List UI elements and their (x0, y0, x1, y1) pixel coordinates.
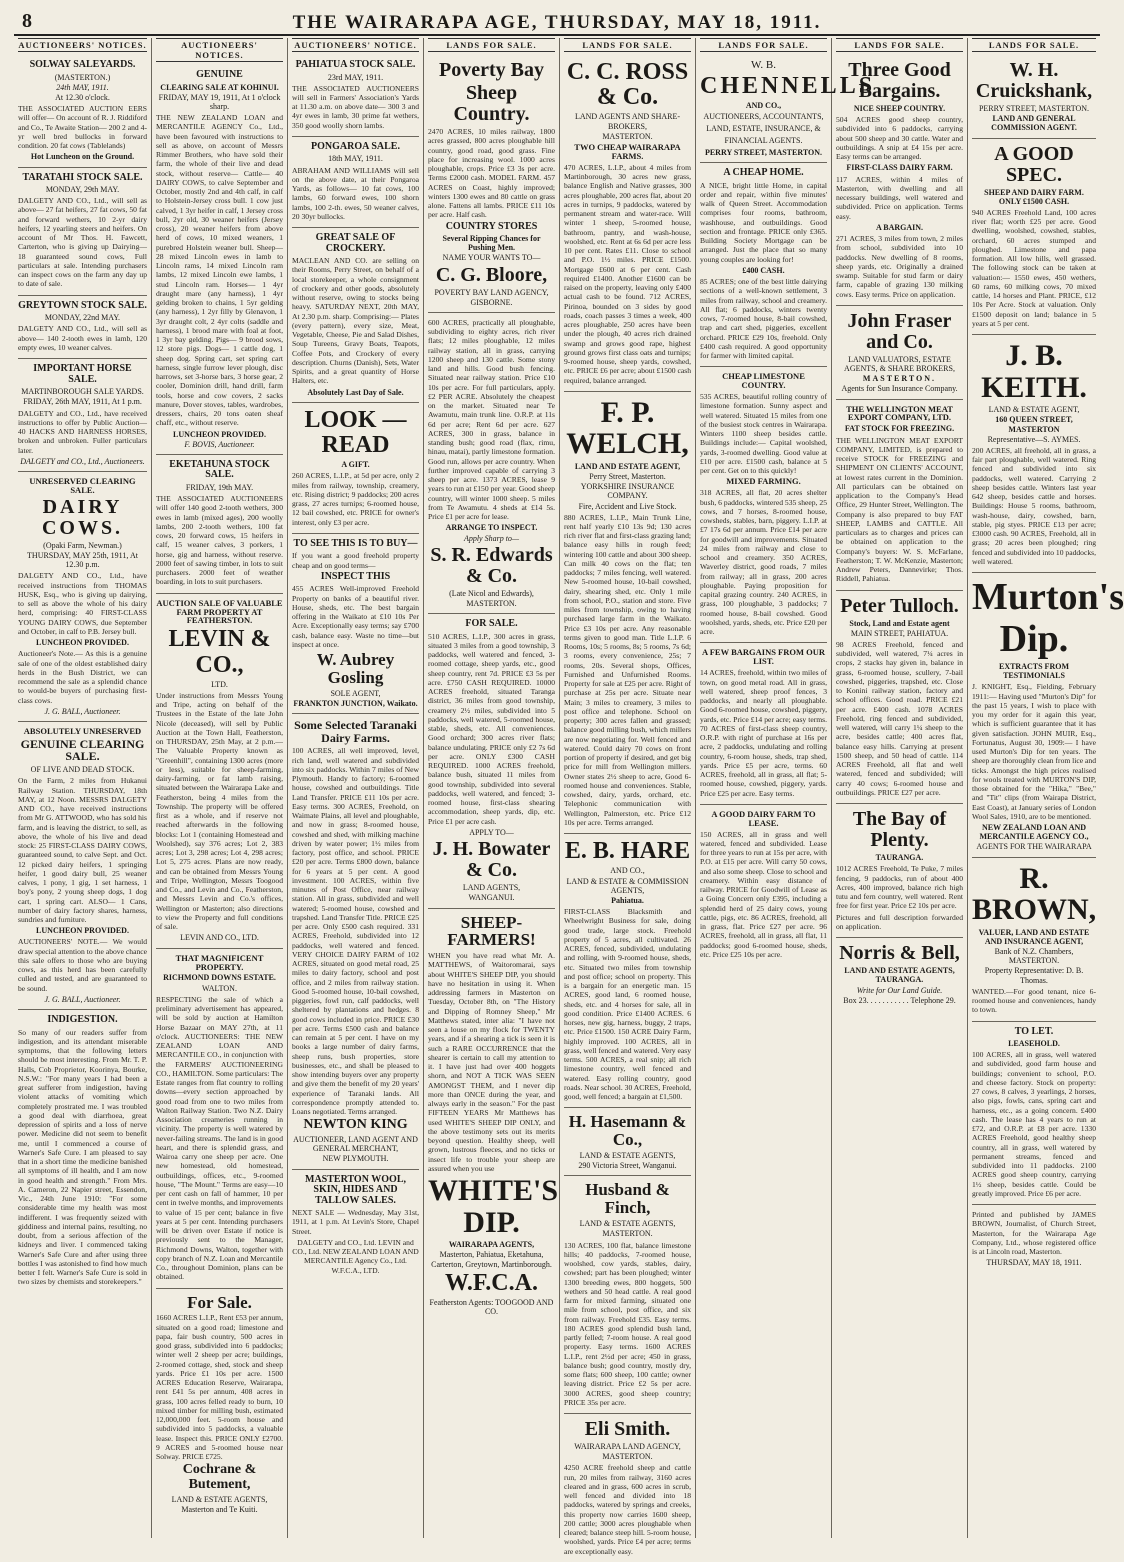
advert-subheading: LAND & ESTATE AGENTS, (579, 1219, 676, 1229)
advert-body: NEXT SALE — Wednesday, May 31st, 1911, at 1 p.m. At Levin's Store, Chapel Street. (292, 1208, 419, 1236)
advert-richmond-downs (156, 949, 283, 1289)
advert-body: 271 ACRES, 3 miles from town, 2 miles from school, subdivided into 10 paddocks. New dwelling of 8 rooms, sheep yards, etc. Originally a drained swamp. Suitable for stud farm or dairy farm, capable of grazing 130 milking cows. Easy terms. Price on application. (836, 234, 963, 299)
article-body: So many of our readers suffer from indigestion, and its attendant miserable symptoms, that the following letters should be most interesting. From Mr. T. P. Halls, Cob Proprietor, Koorinya, Bourke, N.S.W.: "For many years I had been a great sufferer from indigestion, having violent attacks of vomiting which completely prostrated me. I was troubled a good deal with diarrhoea, great depression of spirits and a loss of nerve power. Medicine did not seem to benefit me, until I commenced a course of Warner's Safe Cure. I am pleased to say that in a short time the medicine banished all symptoms of ill health, and I am now in good health and strength." From Mrs. A. Cameron, 22 Napier street, Essendon, Vic., 24th June 1910: "For some considerable time my health was most indifferent. I was frequently seized with giddiness and internal pains, resulting, no doubt, from a serious affection of the kidneys and liver. I commenced taking Warner's Safe Cure and after using three bottles I was astonished to find how much better I felt. Warner's Safe Cure is sold in two sizes by chemists and storekeepers." (18, 1027, 147, 1287)
advert-body: A NICE, bright little Home, in capital order and repair, within five minutes' walk of Queen Street. Accommodation comprises four rooms, bathroom, washhouse, and outbuildings. Good section and frontage. PRICE only £365. Building Society Mortgage can be arranged. Just the place that so many young couples are looking for! (700, 180, 827, 264)
advert-subheading: SHEEP AND DAIRY FARM. ONLY £1500 CASH. (984, 187, 1084, 206)
advert-agent-name: S. R. Edwards & Co. (430, 543, 553, 587)
advert-agent-name: E. B. HARE (564, 838, 691, 865)
advert-note: Hot Luncheon on the Ground. (30, 152, 135, 162)
advert-heading: Poverty Bay (439, 59, 544, 81)
advert-body: Under instructions from Messrs Young and Tripe, acting on behalf of the Trustees in the Estate of the late John Nicole (deceased), will sell by Public Auction at the Town Hall, Featherston, on THURSDAY, 25th May, at 2 p.m.— The Valuable Property known as "Greenhill", containing 1300 acres (more or less), suitable for sheep-farming, dairy-farming, or fat lamb raising, situated between the Wairarapa Lake and Featherston, being 4 miles from the Township. The property will be offered first as a whole, and if reserve not reached afterwards in the following blocks: Lot 1 (containing Homestead and Woolshed), say 376 acres; Lot 2, 383 acres; Lot 3, 298 acres; Lot 4, 298 acres; Lot 5, 275 acres. Plans are now ready, and can be obtained from Messrs Young and Tripe, Wellington, Messrs Toogood and Co., and Levin and Co., Featherston, and Messrs Levin and Co.'s offices, Wellington or Masterton; also directions to view the Property and full conditions of sale. (156, 690, 283, 932)
advert-subheading: EXTRACTS FROM TESTIMONIALS (998, 661, 1069, 681)
advert-subheading: AGENTS FOR THE WAIRARAPA (976, 842, 1092, 852)
advert-solway-saleyards (18, 55, 147, 168)
advert-heading: MIXED FARMING. (726, 476, 801, 487)
advert-signature: DALGETY and CO., Ltd. LEVIN and CO., Ltd. NEW ZEALAND LOAN AND MERCANTILE Agency Co., Ltd. W.F.C.A., LTD. (292, 1237, 419, 1275)
advert-subheading: AND CO., (745, 100, 782, 110)
advert-body: DALGETY AND CO., Ltd., will sell as above— 27 fat heifers, 27 fat cows, 50 fat and forward wethers, 10 2-yr dairy heifers, 12 yearling steers and heifers. On account of Mr Thos. H. Fawcett, Carterton, who is giving up Dairying— 18 guaranteed sound cows, Full particulars at sale. Intending purchasers can inspect cows on the farm any day up to date of sale. (18, 196, 147, 289)
advert-body: ABRAHAM AND WILLIAMS will sell on the above date, at their Pongaroa Yards, as follows— 10 fat cows, 100 lambs, 60 forward ewes, 100 shorn lambs, 100 2-th. ewes, 50 weaner calves, 20 30yr bullocks. (292, 165, 419, 221)
advert-agent-name: C. C. ROSS & Co. (566, 59, 689, 111)
advert-title: LEVIN & CO., (168, 626, 271, 678)
advert-date: FRIDAY, 26th MAY, 1911, At 1 p.m. (23, 397, 142, 407)
advert-subheading: OF LIVE AND DEAD STOCK. (30, 765, 135, 775)
advert-welch (564, 392, 691, 834)
advert-subheading: MASTERTON. (862, 374, 937, 384)
advert-note: LUNCHEON PROVIDED. (173, 429, 266, 439)
advert-heading: The Bay of Plenty. (852, 808, 947, 852)
advert-heading: A FEW BARGAINS FROM OUR LIST. (701, 647, 826, 667)
advert-subheading: LAND AND ESTATE AGENT, (574, 461, 681, 471)
advert-body: 117 ACRES, within 4 miles of Masterton, with dwelling and all necessary buildings, well watered and subdivided. Price on application. Terms easy. (836, 174, 963, 221)
column-header: AUCTIONEERS' NOTICES. (18, 40, 147, 50)
advert-subheading: LAND & ESTATE AGENT, (988, 405, 1080, 415)
advert-heading: ABSOLUTELY UNRESERVED (23, 725, 142, 736)
advert-subheading: CLEARING SALE AT KOHINUI. (160, 82, 279, 92)
printers-imprint (972, 1205, 1096, 1272)
advert-subheading: Masterton and Te Kuiti. (181, 1505, 258, 1515)
imprint-text: Printed and published by JAMES BROWN, Journalist, of Church Street, Masterton, for the Wairarapa Age Company, Ltd., whose registered office is at Lincoln road, Masterton. (972, 1210, 1096, 1257)
advert-body: 535 ACRES, beautiful rolling country of limestone formation. Sunny aspect and well watered. Situated 15 miles from one of the busiest stock centres in Wairarapa. Winters 1100 sheep besides cattle. Buildings include:— Capital woolshed, yards, 3-roomed dwelling. Good value at £10 per acre. £1500 cash, balance at 5 per cent. Get on to this quickly! (700, 392, 827, 476)
advert-heading: CHEAP LIMESTONE COUNTRY. (722, 371, 805, 391)
advert-subheading: 160 QUEEN STREET, MASTERTON (995, 415, 1073, 434)
advert-body: FIRST-CLASS Blacksmith and Wheelwright Business for sale, doing good trade, large stock. Freehold property of 5 acres, all cultivated. 26 ACRES, fenced, subdivided, undulating and rolling, with 9-roomed house, sheds, etc. Situated two miles from township and post office; school on property. This is a bargain for an energetic man. 15 ACRES, good land, 6 roomed house, sheds, etc. and 4 horses for sale, all in good condition. Price £1400 ACRES. 6 horses, new gig, harness, buggy, 2 traps, etc. Price £1500. 150 ACRE Dairy Farm, highly improved. 100 ACRES, all in grass, well fenced and watered. Very easy terms. 500 ACRES, a real snip; all rich limestone country, well fenced and watered. Easy rolling country, good roads. Near school. 30 ACRES, Freehold, good, well fenced; a bargain at £1,500. (564, 907, 691, 1102)
advert-taratahi-stock-sale (18, 168, 147, 296)
advert-subheading: A BARGAIN. (875, 222, 924, 232)
advert-agent-name: Husband & Finch, (585, 1180, 670, 1218)
advert-subheading: YORKSHIRE INSURANCE COMPANY. (580, 482, 675, 501)
advert-subheading: WAIRARAPA LAND AGENCY, (574, 1442, 681, 1452)
advert-subheading: LAND VALUATORS, ESTATE AGENTS, & SHARE BROKERS, (844, 354, 955, 373)
advert-body: RESPECTING the sale of which a preliminary advertisement has appeared, will be sold by auction at Hamilton Horse Bazaar on MAY 27th, at 11 o'clock. AUCTIONEERS: THE NEW ZEALAND LOAN AND MERCANTILE CO., in conjunction with the FARMERS' AUCTIONEERING CO., HAMILTON. Some particulars: The Estate ranges from flat country to rolling downs—every section approached by good road from one to two miles from Walton Railway Station. Two N.Z. Dairy Association creameries running in vicinity. The property is well watered by never-failing streams. The land is in good heart, and there is splendid grass, and Wairoa carry one sheep per acre. One new homestead, old homestead, outbuildings, offices, etc., 9-roomed house, "The Mount." Terms are easy—10 per cent cash on fall of hammer, 10 per cent in twelve months, and improvements to value of 15 per cent; balance in five years at 5 per cent. Intending purchasers will be driven over Estate if notice is previously sent to the Manager, Richmond Downs, Walton, together with copy branch of N.Z. Loan and Mercantile Co., throughout Dominion, plans can be obtained. (156, 994, 283, 1282)
advert-subheading: WALTON. (202, 983, 237, 993)
advert-look-read (292, 403, 419, 534)
advert-agent-name: W. Aubrey Gosling (316, 650, 395, 687)
imprint-date: THURSDAY, MAY 18, 1911. (986, 1258, 1082, 1268)
advert-note: Absolutely Last Day of Sale. (307, 387, 404, 397)
advert-subheading: MAIN STREET, PAHIATUA. (850, 628, 949, 638)
column-header: LANDS FOR SALE. (564, 38, 691, 52)
advert-signature: F. BOVIS, Auctioneer. (184, 439, 255, 449)
advert-body: THE NEW ZEALAND LOAN and MERCANTILE AGENCY Co., Ltd., have been favoured with instructions to sell as above, on account of Messrs Rimmer Brothers, who have sold their farm, the whole of their live and dead stock, without reserve— Cattle— 40 DAIRY COWS, to calve September and October, mostly 2nd and 4th calf, in calf to Holstein-Jersey cross bull. 1 cow just calved, 1 3yr heifer in calf, 1 Jersey cross bull, 2yr old, 30 weaner heifers (Jersey cross), 20 weaner heifers from above herd of cows, 10 mixed weaners, 1 purebred Holstein weaner bull. Sheep— 28 mixed Lincoln ewes in lamb to Lincoln rams, 14 mixed Lincoln ram lambs, 12 mixed Lincoln ewe lambs, 1 stud Lincoln ram. Horses— 1 4yr draught mare (any harness), 1 4yr gelding broken to chains, 1 5yr gelding (any harness), 1 2yr filly by Glenavon, 1 3yr draught colt, 2 4yr colts (saddle and harness), 1 brood mare with foal at foot, 1 3yr bay gelding. Pigs— 9 brood sows, 12 store pigs. Dogs— 1 cattle dog, 1 sheep dog. Spring cart, set spring cart harness, single furrow lever plough, disc harrows, set 3-horse bars, 3 horse gear, 2 cooler, Dominion drill, hand drill, farm tools, horse and cow covers, 2 sacks manure, Dover stoves, tables, wardrobes, dressers, chairs, 20 tons oaten sheaf chaff, etc., without reserve. (156, 113, 283, 428)
advert-subheading: (MASTERTON.) (54, 72, 111, 82)
column-5 (560, 38, 696, 1556)
page-number: 8 (22, 10, 32, 32)
advert-heading: For Sale. (187, 1292, 252, 1312)
advert-heading: Three Good Bargains. (848, 59, 951, 102)
advert-subheading: LTD. (211, 679, 228, 689)
advert-heading: Some Selected Taranaki Dairy Farms. (294, 718, 417, 745)
advert-subheading: 290 Victoria Street, Wanganui. (578, 1161, 677, 1171)
advert-subheading: A GIFT. (341, 460, 370, 470)
advert-subheading: NEW PLYMOUTH. (322, 1154, 389, 1164)
advert-date: 24th MAY, 1911. (56, 82, 109, 92)
advert-agent-name: J. B. KEITH. (981, 339, 1087, 404)
advert-subheading: Several Ripping Chances for Pushing Men. (442, 234, 541, 253)
advert-note: LUNCHEON PROVIDED. (36, 926, 129, 936)
column-8 (968, 38, 1124, 1538)
advert-subheading: SOLE AGENT, (330, 688, 381, 698)
advert-subheading: TAURANGA. (875, 853, 924, 863)
advert-subheading: NAME YOUR WANTS TO— (442, 253, 541, 263)
advert-subheading: FRANKTON JUNCTION, Waikato. (293, 699, 418, 708)
advert-subheading: Representative—S. AYMES. (987, 434, 1081, 444)
advert-poverty-bay (428, 55, 555, 313)
advert-body: DALGETY and CO., Ltd., have received instructions to offer by Public Auction— 40 HACKS AND HARNESS HORSES, broken and unbroken. Fuller particulars later. (18, 408, 147, 455)
column-header: AUCTIONEERS' NOTICES. (156, 38, 283, 62)
advert-heading: GREAT SALE OF CROCKERY. (315, 232, 396, 254)
advert-wellington-meat-export (836, 400, 963, 591)
advert-subheading: LAND AGENTS AND SHARE-BROKERS, (574, 112, 681, 131)
advert-kohinui-clearing-sale (156, 65, 283, 455)
advert-subheading: Pahiatua. (611, 895, 644, 905)
advert-heading: A CHEAP HOME. (723, 167, 804, 179)
column-header: LANDS FOR SALE. (428, 38, 555, 52)
advert-date: THURSDAY, MAY 25th, 1911, At 12.30 p.m. (27, 550, 138, 570)
advert-body: 1660 ACRES L.I.P., Rent £53 per annum, situated on a good road; limestone and papa, fair bush country, 500 acres in good grass, subdivided into 6 paddocks; winter well 2 sheep per acre; buildings, 2-roomed cottage, shed, stock and sheep yards. Price £1 10s per acre. 1500 ACRES Education Reserve, Wairarapa, rent £41 5s per annum, 408 acres in grass, 100 acres felled ready to burn, 10 mixed timber for milling bush, estimated 12,000,000 feet. 5-room house and subdivided into 5 paddocks, a valuable lease. Inspect this. PRICE ONLY £2700. 9 ACRES and 5-roomed house near Solway. PRICE £725. (156, 1313, 283, 1462)
advert-date: 18th MAY, 1911. (328, 154, 383, 164)
article-indigestion (18, 1010, 147, 1293)
advert-heading: TARATAHI STOCK SALE. (22, 171, 143, 183)
advert-heading: GENUINE (196, 69, 243, 80)
advert-heading: COUNTRY STORES (445, 220, 538, 232)
advert-subheading: FAT STOCK FOR FREEZING. (844, 424, 955, 434)
advert-agent-name: Norris & Bell, (839, 942, 960, 965)
advert-pahiatua-stock-sale (292, 55, 419, 137)
advert-body: 940 ACRES Freehold Land, 100 acres river flat; worth £25 per acre. Good dwelling, woolshed, cowshed, stables, orchard, 60 acres stumped and ploughed. Limestone and papa formation. All low hills, well grassed. The following stock can be taken at valuation:— 1550 ewes, 450 wethers, 60 rams, 60 milking cows, 70 mixed cattle, 14 horses and Plant. PRICE, £12 10s Per Acre. Stock at valuation. Only £1500 deposit on land; balance in 5 years at 5 per cent. (972, 207, 1096, 328)
advert-date: FRIDAY, 19th MAY. (185, 482, 254, 492)
advert-body: On the Farm, 2 miles from Hukanui Railway Station. THURSDAY, 18th MAY, at 12 Noon. MESSRS DALGETY AND CO., have received instructions from Mr G. ATTWOOD, who has sold his farm, and is leaving the district, to sell, as above, the whole of his live and dead stock: 25 FIRST-CLASS DAIRY COWS, guaranteed sound, to calve Sept. and Oct. 12 picked dairy heifers, 1 springing heifer, 1 good dairy bull, 25 weaner calves, 1 pony, 1 gig, 1 set harness, 1 boy's pony, 2 young sheep dogs, 1 dog cart, 1 spring cart. ALSO— 1 Cans, number of dairy factory shares, harness, sundries and furniture. (18, 776, 147, 925)
column-3 (288, 38, 424, 1538)
advert-limestone-country (700, 367, 827, 643)
advert-subheading: Fire, Accident and Live Stock. (578, 501, 677, 511)
advert-body: 200 ACRES, all freehold, all in grass, a fair part ploughable, well watered. Ring fenced and subdivided into six paddocks, well watered. Carrying 2 sheep besides cattle. Winters last year 642 sheep, besides cattle and horses. Buildings: House 5 rooms, bathroom, wash-house, dairy, cowshed, barn, stable, pig styes. PRICE £13 per acre; £3000 cash. 90 ACRES, Freehold, all in grass; 20 acres been ploughed; ring fenced and subdivided into 10 paddocks, well watered. (972, 445, 1097, 566)
advert-subheading: MASTERTON. (466, 599, 517, 608)
advert-cheap-home (700, 163, 827, 367)
advert-to-see-is-to-buy (292, 534, 419, 714)
advert-heading: LOOK — READ (304, 406, 407, 458)
advert-heading: MASTERTON WOOL, SKIN, HIDES AND TALLOW SALES. (305, 1173, 406, 1206)
column-4 (424, 38, 560, 1538)
advert-john-fraser (836, 306, 963, 400)
advert-eketahuna-stock-sale (156, 455, 283, 594)
advert-body: 98 ACRES Freehold, fenced and subdivided, well watered, 7¼ acres in crops, 2 stacks hay given in, balance in grass, 6-roomed house, scullery, 7-bail cowshed, piggeries, trapshed, etc. Close to Konini railway station, factory and school offices. Good road. PRICE £21 per acre. £400 cash. 1078 ACRES Freehold, ring fenced and subdivided, well watered, will carry 1¼ sheep to the acre, besides cattle; 400 acres flat, balance easy hills. Carrying at present 1500 sheep, and 50 head of cattle. 114 ACRES Freehold, all flat and well watered, fenced and subdivided; will carry 40 cows; 6-roomed house and outbuildings. PRICE £27 per acre. (836, 639, 963, 797)
advert-body: 318 ACRES, all flat, 20 acres shelter bush, 6 paddocks, wintered 535 sheep, 25 cows, and 7 horses, 8-roomed house, cowsheds, stables, barn, piggery. L.I.P. at £7 17s 6d per annum. Price £14 per acre for goodwill and improvements. Situated 24 miles from railway and close to school and creamery. 350 ACRES, Waverley district, good roads, 7 miles from railway; all in grass, 200 acres ploughable. Paying proposition for capital grazing country. 240 ACRES, in grass, 100 ploughable, 3 paddocks; 7 roomed house, 8-bail cowshed. Good woolshed, yards, sheds, etc. Price £20 per acre. (700, 488, 827, 637)
masthead (14, 8, 1100, 36)
advert-greytown-stock-sale (18, 296, 147, 359)
advert-signature: J. G. BALL, Auctioneer. (44, 706, 121, 716)
advert-hare (564, 834, 691, 1108)
advert-dairy-cows-clearing-sale (18, 472, 147, 722)
advert-body: 455 ACRES Well-improved Freehold Property on banks of a beautiful river. House, sheds, etc. The best bargain offering in the Waikato at £10 10s Per Acre. Exceptionally easy terms; say £700 cash, balance easy. Waste no time—but inspect at once. (292, 584, 419, 649)
advert-title: Murton's (972, 576, 1124, 619)
advert-body: THE ASSOCIATED AUCTIONEERS will offer 140 good 2-tooth wethers, 300 ewes in lamb (mixed ages), 200 woolly lambs, 200 2-tooth wethers, 100 fat cows, 20 forward cows, 15 heifers in calf, 15 weaner calves, 3 porkers, 1 horse, gig and harness, without reserve. 2000 feet of sawing timber, in lots to suit purchasers. 2000 feet of weather boarding, in lots to suit purchasers. (156, 494, 283, 587)
advert-heading: TWO CHEAP WAIRARAPA FARMS. (574, 141, 681, 161)
advert-body: 14 ACRES, freehold, within two miles of town, on good metal road. All in grass, well watered, sheep proof fences, 3 paddocks, and nearly all ploughable. Good 6-roomed house, cowshed, piggery, yards, etc. Price £14 per acre; easy terms. 70 ACRES of first-class sheep country, O.R.P. with right of purchase at 16s per acre, 2 paddocks, undulating and rolling country, 6-room house, sheds, trap shed, yards. Price £5 per acre, terms. 60 ACRES, freehold, all in grass, all flat; 5-roomed house, cowshed, piggery, yards. Price £25 per acre. Easy terms. (700, 668, 827, 798)
advert-body: 1012 ACRES Freehold, Te Puke, 7 miles fencing, 9 paddocks, run of about 400 Acres, 400 improved, balance rich high tutu and fern country, well watered. Rent free for first year. Price £2 10s per acre. (836, 864, 963, 911)
advert-body: THE ASSOCIATED AUCTION EERS will offer— On account of R. J. Riddiford and Co., Te Awaite Station— 200 2 and 4-yr well bred bullocks in forward condition. 20 fat cows (Tablelands) (18, 104, 147, 151)
columns (14, 38, 1124, 1556)
advert-subheading: AUCTIONEER, LAND AGENT AND GENERAL MERCHANT, (293, 1135, 418, 1154)
advert-signature: J. G. BALL, Auctioneer. (44, 994, 121, 1004)
advert-agent-name: John Fraser and Co. (847, 309, 952, 353)
advert-body: DALGETY AND CO., Ltd., will sell as above— 140 2-tooth ewes in lamb, 120 empty ewes, 10 weaner calves. (18, 324, 147, 352)
advert-body: 85 ACRES; one of the best little dairying sections of a well-known settlement, 3 miles from railway, school and creamery. All flat; 6 paddocks, winters twenty cows, 7-roomed house, 8-bail cowshed, trap and cart shed, piggeries, excellent orchard. PRICE £29 10s, freehold. Only £400 cash required. A good opportunity for farmer with limited capital. (700, 277, 827, 361)
advert-horse-sale (18, 359, 147, 472)
advert-subheading: FIRST-CLASS DAIRY FARM. (846, 163, 953, 173)
advert-agent-name: W.F.C.A. (445, 1269, 538, 1296)
advert-body: WANTED.—For good tenant, nice 6-roomed house and conveniences, handy to town. (972, 986, 1096, 1015)
advert-subheading: Featherston Agents: TOOGOOD AND CO. (429, 1297, 554, 1317)
advert-for-sale (156, 1289, 283, 1520)
advert-subheading: LAND AGENTS, (462, 883, 521, 893)
advert-body: 600 ACRES, practically all ploughable, subdividing to eighty acres, rich river flats; 12 miles ploughable, 12 miles railway station, all in grass, carrying 1200 sheep and 130 cattle. Some stony land and hills. Good bush fencing. Situated near railway station. Price £10 10s per acre. For full particulars, apply. £2 PER ACRE. Absolutely the cheapest on the market. Situated near Te Awamutu, main trunk line. O.R.P. at 11s 6d per acre; Rent 6d per acre. 627 ACRES, 300 in grass, balance in standing bush; good road (flax, rimu, hinau, matai), partly limestone formation. Good run, allows per acre country. When further improved capable of carrying 3 sheep per acre. 1373 ACRES, lease 9 years to run at £150 per year. Good sheep country, will winter 1000 sheep. 5 miles from Te Awamutu. 4 sheds at £14 5s. Price £1 per acre for lease. (428, 317, 555, 522)
advert-edwards-properties (428, 313, 555, 614)
article-heading: INDIGESTION. (47, 1014, 118, 1026)
advert-title: WHITE'S DIP. (428, 1174, 559, 1239)
advert-agent-name: F. P. WELCH, (566, 395, 689, 461)
advert-subheading: Bank of N.Z. Chambers, MASTERTON. (994, 947, 1074, 966)
advert-subheading: Perry Street, Masterton. (589, 471, 666, 481)
advert-subheading: RICHMOND DOWNS ESTATE. (163, 973, 276, 983)
advert-agent-name: H. Hasemann & Co., (568, 1112, 687, 1150)
column-header: AUCTIONEERS' NOTICE. (292, 38, 419, 52)
advert-body: 470 ACRES, L.I.P., about 4 miles from Martinborough, 30 acres new grass, balance English and Native grasses, 300 acres ploughable, 200 acres flat, about 20 acres in turnips, 9 paddocks, watered by permanent stream and water-race. Will winter 1 sheep, 5-roomed house, bathroom, pantry, and wash-house, woolshed, etc. Rent at 6s 6d per acre less 10 per cent. Rates £11. Close to school and P.O. 1½ miles. PRICE £1500. Mortgage £600 at 6 per cent. Cash required £1400. Another £1600 can be raised on the property, leaving only £400 actual cash to be found. 712 ACRES, Pirinoa, bounded on 3 sides by good roads, coach passes 3 times a week, 400 acres ploughable, 250 acres have been under the plough, 40 acres rich drained swamp and grows good rape, highest ground grows first class oats and turnips; 9-roomed house, sheep yards, cowshed, etc. PRICE £6 per acre; about £1500 cash required, balance arranged. (564, 162, 691, 385)
advert-heading: Sheep Country. (453, 82, 530, 125)
advert-subheading: (Late Nicol and Edwards), (449, 588, 534, 598)
advert-subheading: PERRY STREET, MASTERTON. (978, 104, 1090, 113)
advert-subheading: W. B. (751, 59, 776, 71)
advert-body: WHEN you have read what Mr. A. MATTHEWS, of Waitoromarai, says about WHITE'S SHEEP DIP, you should have no hesitation in using it. When addressing farmers in Masterton on Tuesday, October 8th, on "The History and Dipping of Romney Sheep," Mr Matthews stated, inter alia: "I have not seen a louse on my flock for TWENTY years, and if a shearing a tick is seen it is such a RARE OCCURRENCE that the shearer is certain to call my attention to it. I have just had over 400 hoggets shorn, and NOT A TICK WAS SEEN AMONGST THEM, and I never dip more than ONCE during the year, and always early in the season." For the past FIFTEEN YEARS Mr Matthews has used WHITE'S SHEEP DIP ONLY, and the above testimony sets out its merits beyond question. Healthy sheep, well grown, lustrous fleeces, and no ticks or insect life to trouble your sheep are assured when you use (428, 951, 555, 1173)
advert-three-good-bargains (836, 55, 963, 306)
advert-heading: £400 CASH. (742, 265, 785, 275)
advert-cruickshank (972, 55, 1096, 139)
advert-agent-name: R. BROWN, (972, 861, 1097, 927)
advert-subheading: Apply Sharp to— (463, 533, 520, 543)
advert-subheading: Stock, Land and Estate agent (849, 618, 950, 628)
advert-subheading: WANGANUI. (468, 893, 515, 903)
column-6 (696, 38, 876, 1538)
advert-body: J. KNIGHT, Esq., Fielding, February 1911:— Having used "Murton's Dip" for the past 15 years, I wish to place with you my order for it again this year, which is sufficient guarantee that it has given satisfaction. JOHN MUIR, Esq., Fortunatus, August 30, 1909:— I have used Murton's Dip for ten years. The sheep are thoroughly clean from lice and ticks. Amongst the high prices realised for wools treated with MURTON'S DIP, those obtained for the "Hika," "Bee," and "Tit" clips (from Wairapa District, East Coast), at January series of London Wool Sales, 1910, are to be mentioned. (972, 682, 1096, 821)
advert-heading: A GOOD SPEC. (994, 142, 1074, 186)
advert-subheading: GISBORNE. (470, 297, 513, 307)
advert-agent-name: W. H. Cruickshank, (975, 59, 1093, 102)
advert-subheading: NICE SHEEP COUNTRY. (853, 104, 946, 113)
newspaper-title: THE WAIRARAPA AGE, THURSDAY, MAY 18, 1911. (292, 12, 822, 33)
advert-subheading: POVERTY BAY LAND AGENCY, (434, 287, 549, 297)
advert-murtons-dip (972, 573, 1124, 857)
advert-subheading: PERRY STREET, MASTERTON. (704, 148, 823, 158)
advert-good-spec (972, 139, 1096, 336)
advert-subheading: Masterton, Pahiatua, Eketahuna, Carterton, Greytown, Martinborough. (431, 1250, 552, 1269)
advert-whites-dip (428, 909, 559, 1322)
advert-body: DALGETY AND CO., Ltd., have received instructions from THOMAS HUSK, Esq., who is giving up dairying, to sell as above the whole of his dairy herd, comprising: 40 FIRST-CLASS YOUNG DAIRY COWS, due September and October, in calf to P.B. Jersey bull. (18, 571, 147, 636)
advert-agent-name: NEWTON KING (303, 1117, 408, 1133)
advert-subheading: LEASEHOLD. (1008, 1039, 1060, 1049)
advert-date: MONDAY, 29th MAY. (45, 185, 120, 194)
advert-bowater-for-sale (428, 614, 555, 908)
advert-agent-name: Eli Smith. (584, 1418, 671, 1441)
advert-body: 880 ACRES, L.I.P., Main Trunk Line, rent half yearly £10 13s 9d; 130 acres rich river flat and first-class grazing land; balance easy hills in rough feed; wintering 100 cattle and about 300 sheep. Can milk 40 cows on the flat; ten paddocks; 7 miles fencing, well watered. New 5-roomed house, 10-bail cowshed, dairy, shearing shed, etc. Only 1 mile from school, P.O., station and store. Five miles from township, owing to having purchased large farm in the Waikato. Price £3 10s per acre. Any reasonable terms given to good man. Title L.I.P. 6 Rooms, 10s; 5 rooms, 8s; 5 rooms, 7s 6d; 3 rooms, every convenience, 25s; 7 rooms, 20s. Several shops, Offices, Furnished and Unfurnished Rooms. Property for sale at £25 per acre. Right of purchase at 25s per acre. Situate near Main; 3 miles to creamery, 3 miles to post office and telephone. School on property; 300 acres fallen and grassed; balance good milling bush, which millers are now negotiating for. Well fenced and watered. Could dairy 70 cows on front portion of property if desired, and get big price for mill from Wellington millers. Owner states 2½ sheep to acre, Good 6-roomed house and conveniences. Stable, cowshed, dairy, yards, orchard, etc. Telephonic communication with Wellington, Palmerston, etc. Price £12 10s per acre. Terms arranged. (564, 512, 691, 827)
advert-hasemann (564, 1108, 691, 1176)
advert-body: Auctioneer's Note.— As this is a genuine sale of one of the oldest established dairy herds in the Bush District, we can recommend the sale as a splendid chance to would-be buyers of purchasing first-class cows. (18, 649, 147, 705)
advert-agent-name: CHENNELLS (700, 72, 876, 99)
advert-body: MACLEAN AND CO. are selling on their Rooms, Perry Street, on behalf of a local storekeeper, a whole consignment of crockery and other goods, absolutely without reserve, owing to stocks being heavy. SATURDAY NEXT, 20th MAY, At 2.30 p.m. sharp. Comprising:— Plates (every pattern), every size, Meat, Vegetable, Cheese, Pie and Salad Dishes, Soup Tureens, Gravy Boats, Teapots, Coffee Pots, and Crockery of every description. Churns (Danish), Sets, Water Spirits, and a great quantity of Horse Halters, etc. (292, 256, 419, 386)
advert-signature: Cochrane & Butement, (182, 1462, 257, 1493)
advert-peter-tulloch (836, 591, 963, 805)
advert-dairy-farm-lease (700, 805, 827, 965)
advert-date: 23rd MAY, 1911. (327, 72, 384, 82)
column-1 (14, 38, 152, 1538)
advert-body: THE ASSOCIATED AUCTIONEERS will sell in Farmers' Association's Yards at 11.30 a.m. on above date— 300 3 and 4yr ewes in lamb, 30 prime fat wethers, 350 good woolly shorn lambs. (292, 83, 419, 130)
column-2 (152, 38, 288, 1538)
advert-pongaroa-sale (292, 137, 419, 228)
advert-body: THE WELLINGTON MEAT EXPORT COMPANY, LIMITED, is prepared to receive STOCK for FREEZING and SHIPMENT ON CLIENTS' ACCOUNT, at lowest rates current in the Dominion. All particulars can be obtained on application to the Company's Head Office, 29 Hunter Street, Wellington. The Company is also prepared to buy FAT SHEEP, LAMBS and CATTLE. All particulars as to charges and prices can be obtained on application to the Company's buyers: W. S. McFarlane, Featherston; T. W. McKenzie, Masterton; Andrew Peters, Dannevirke; Thos. Riddell, Pahiatua. (836, 435, 963, 584)
advert-genuine-clearing-sale (18, 722, 147, 1010)
advert-ross (564, 55, 691, 392)
column-header: LANDS FOR SALE. (700, 38, 827, 52)
advert-subheading: Write for Our Land Guide. (856, 985, 943, 995)
advert-heading: FOR SALE. (465, 618, 518, 630)
advert-body: 260 ACRES, L.I.P., at 5d per acre, only 2 miles from railway, township, creamery, etc. Rising district; 9 paddocks; 200 acres grass, 27 acres turnips; 6-roomed house, 12 bail cowshed, etc. PRICE for owner's interest, only £3 per acre. (292, 471, 419, 527)
advert-taranaki-dairy-farms (292, 714, 419, 1169)
advert-heading: IMPORTANT HORSE SALE. (33, 363, 132, 385)
advert-time: At 12.30 o'clock. (55, 92, 110, 102)
advert-chennells (700, 55, 876, 163)
advert-heading: SOLWAY SALEYARDS. (29, 59, 136, 70)
advert-heading: PAHIATUA STOCK SALE. (295, 59, 416, 70)
advert-body: 100 ACRES, all well improved, level, rich land, well watered and subdivided into six paddocks. Within 7 miles of New Plymouth. Handy to factory; 6-roomed house, cowshed and outbuildings. Title Land Transfer. PRICE £11 10s per acre. Easy terms. 300 ACRES, Freehold, on Waimate Plains, all level and ploughable, and now in grass; 8-roomed house, cowshed and shed, with milking machine driven by water power; 1½ miles from factory, post office, and school. PRICE £20 per acre. Terms £800 down, balance for 6 years at 5 per cent. A good investment. 100 ACRES, within five minutes of Post Office, near railway station. All in grass, subdivided and well watered; 5-roomed house, cowshed and trapshed. Land Transfer Title. PRICE £25 per acre. Only £500 cash required. 331 ACRES, Freehold, subdivided into 12 paddocks, well watered and fenced. VERY CHOICE DAIRY FARM of 102 ACRES, situated on good metal road, 25 miles to dairy factory, school and post office, and 2 miles from railway station. Good 5-roomed house, 10-bail cowshed, piggeries, fowl run, calf paddocks, well sheltered by plantations and hedges. 8 good cows included in price. PRICE £30 per acre. Terms £500 cash and balance can remain at 5 per cent. I have on my books a large number of dairy farms, sheep runs, bush properties, store businesses, etc., and shall be pleased to show intending buyers over any property and give them the benefit of my 20 years' experience of Taranaki lands. All correspondence promptly attended to. Loans negotiated. Terms arranged. (292, 746, 419, 1117)
advert-heading: TO SEE THIS IS TO BUY— (293, 537, 418, 549)
advert-heading: UNRESERVED CLEARING SALE. (29, 475, 136, 495)
advert-title: GENUINE CLEARING SALE. (20, 736, 145, 764)
advert-body: AUCTIONEERS' NOTE.— We would draw special attention to the above chance this sale offers to those who are buying cows, as this herd has been carefully culled and tested, and are guaranteed to be sound. (18, 937, 147, 993)
advert-agent-name: C. G. Bloore, (435, 263, 548, 286)
advert-heading: AUCTION SALE OF VALUABLE FARM PROPERTY AT FEATHERSTON. (156, 597, 283, 626)
advert-body: Pictures and full description forwarded on application. (836, 912, 963, 931)
advert-date: FRIDAY, MAY 19, 1911, At 1 o'clock sharp. (158, 92, 281, 111)
advert-body: 2470 ACRES, 10 miles railway, 1800 acres grassed, 800 acres ploughable hill country, good road, good grass. Fine place for increasing wool. 1000 acres ploughable, crops. Price £3 3s per acre. Terms £2000 cash. MODEL FARM. 457 ACRES on Coast, highly improved; winters 1300 ewes and 80 cattle on grass alone. Fattens all lambs. PRICE £11 10s per acre. Half cash. (428, 127, 555, 220)
advert-subheading: LAND AND ESTATE AGENTS, TAURANGA. (844, 966, 955, 985)
advert-keith (972, 335, 1096, 573)
advert-subheading: Property Representative: D. B. Thomas. (984, 966, 1084, 985)
advert-date: MONDAY, 22nd MAY. (44, 313, 121, 323)
advert-heading: THAT MAGNIFICENT PROPERTY. (175, 952, 264, 972)
advert-few-bargains (700, 643, 827, 804)
advert-husband-finch (564, 1176, 691, 1414)
advert-eli-smith (564, 1414, 691, 1562)
advert-wool-sales (292, 1170, 419, 1281)
advert-body: If you want a good freehold property cheap and on good terms— (292, 551, 419, 570)
advert-subheading: VALUER, LAND AND ESTATE AND INSURANCE AGENT, (978, 927, 1090, 946)
advert-signature: LEVIN AND CO., LTD. (180, 933, 259, 943)
column-7 (832, 38, 968, 1538)
advert-title: Dip. (999, 618, 1069, 661)
advert-subheading: LAND & ESTATE AGENTS, (171, 1494, 268, 1504)
advert-heading: EKETAHUNA STOCK SALE. (169, 458, 270, 481)
advert-body: 130 ACRES, 100 flat, balance limestone hills; 40 paddocks, 7-roomed house, woolshed, cow yards, stables, dairy, cowshed; part has been ploughed; winter 1300 breeding ewes, 800 hoggets, 500 wethers and 50 head cattle. A real good farm for mixed farming, situated one mile from school, post office, and six from railway. Freehold £35. Easy terms. 180 ACRES good splendid bush land, partly felled; 7-room house. A real good property. Easy terms. 1600 ACRES L.I.P., rent 2½d per acre; 450 in grass, balance bush; good country, mostly dry, some flats; 600 sheep, 100 cattle; owner leaving district. Price £2 5s per acre. 3000 ACRES, good sheep country; PRICE 35s per acre. (564, 1240, 691, 1407)
advert-heading: TO LET. (1014, 1025, 1054, 1037)
advert-subheading: MASTERTON. (602, 1229, 653, 1239)
advert-subheading: APPLY TO— (469, 827, 514, 837)
advert-heading: GREYTOWN STOCK SALE. (18, 299, 147, 311)
advert-subheading: (Opaki Farm, Newman.) (43, 540, 122, 550)
advert-subheading: Box 23. . . . . . . . . . . Telephone 29. (843, 995, 956, 1005)
advert-subheading: Agents for Sun Insurance Company. (841, 384, 958, 394)
advert-heading: A GOOD DAIRY FARM TO LEASE. (711, 808, 816, 828)
advert-heading: THE WELLINGTON MEAT EXPORT COMPANY, LTD. (846, 403, 953, 423)
advert-body: 150 ACRES, all in grass and well watered, fenced and subdivided. Lease for three years to run at 15s per acre, with P.O. at £15 per acre. Will carry 50 cows, and also some sheep. Close to school and creamery. Within easy distance of railway. PRICE for Goodwill of Lease as a Going Concern only £395, including a splendid herd of 25 dairy cows, young cattle, pigs, etc. 86 ACRES, freehold, all in grass, flat. Price £27 per acre. 96 ACRES, freehold, all in grass, all flat, 11 paddocks; good 6-roomed house, sheds, etc. Price £25 10s per acre. (700, 829, 827, 959)
advert-signature: DALGETY and CO., Ltd., Auctioneers. (20, 456, 145, 466)
advert-bay-of-plenty (836, 804, 963, 938)
advert-heading: SHEEP-FARMERS! (447, 912, 536, 950)
advert-featherston-farm-auction (156, 594, 283, 949)
advert-heading: PONGAROA SALE. (311, 140, 400, 152)
advert-subheading: NEW ZEALAND LOAN AND MERCANTILE AGENCY CO., (979, 823, 1089, 842)
advert-heading: INSPECT THIS (320, 570, 391, 582)
advert-note: LUNCHEON PROVIDED. (36, 638, 129, 648)
advert-subheading: LAND & ESTATE & COMMISSION AGENTS, (566, 876, 689, 895)
advert-body: 510 ACRES, L.I.P., 300 acres in grass, situated 3 miles from a good township, 3 paddocks, well watered and fenced, 3-roomed cottage, sheep yards, etc., good sheep country, rent 7d. PRICE £3 5s per acre. £750 CASH REQUIRED. 10000 ACRES freehold, situated Taranga district, 36 miles from good township, creamery 2½ miles, subdivided into 5 paddocks, well watered, 5-roomed house, stable, sheds, etc. All conveniences. Good orchard; 300 acres river flats; balance undulating. PRICE only £2 7s 6d per acre. ONLY £300 CASH REQUIRED. 1000 ACRES freehold, balance bush, situated 11 miles from good township, subdivided into several paddocks, well watered, and fenced; 3-roomed house, first-class shearing accommodation, sheep yards, dip, etc. Price £1 per acre cash. (428, 631, 555, 826)
advert-norris-bell (836, 938, 963, 1010)
advert-subheading: AUCTIONEERS, ACCOUNTANTS, LAND, ESTATE, INSURANCE, & FINANCIAL AGENTS. (703, 112, 824, 146)
advert-body: 100 ACRES, all in grass, well watered and subdivided, good farm house and buildings; convenient to school, P.O. and cheese factory. Stock on property: 27 cows, 8 calves, 3 yearlings, 2 horses, also pigs, fowls, cans, spring cart and harness, etc., as a going concern. £400 cash. The lease has 4 years to run at £72, and O.R.P. at £8 per acre. 1330 ACRES Freehold, good healthy sheep country, all in grass, well watered by permanent streams, fenced and subdivided into 11 paddocks. 2100 ACRES good sheep country, carrying 1½ sheep, besides cattle. Could be greatly improved. Price £6 per acre. (972, 1050, 1096, 1198)
advert-to-let (972, 1022, 1096, 1206)
advert-agent-name: Peter Tulloch. (840, 594, 959, 617)
advert-agent-name: J. H. Bowater & Co. (432, 838, 551, 882)
advert-subheading: LAND AND GENERAL COMMISSION AGENT. (991, 114, 1077, 133)
advert-body: 4250 ACRE freehold sheep and cattle run, 20 miles from railway, 3160 acres cleared and in grass, 600 acres in scrub, well fenced and divided into 18 paddocks, watered by springs and creeks, this property now carries 1600 sheep, 200 cattle; 3000 acres ploughable when cleared; balance steep hill. 5-room house, woolshed, yards. Price £4 per acre; terms are exceptionally easy. (564, 1463, 691, 1556)
advert-r-brown (972, 858, 1096, 1022)
advert-body: 504 ACRES good sheep country, subdivided into 6 paddocks, carrying about 500 sheep and 30 cattle. Water and outbuildings. A snip at £4 15s per acre. Easy terms can be arranged. (836, 115, 963, 162)
column-header: LANDS FOR SALE. (972, 38, 1096, 52)
advert-note: ARRANGE TO INSPECT. (445, 523, 538, 533)
advert-subheading: WAIRARAPA AGENTS, (448, 1240, 535, 1250)
advert-subheading: MARTINBOROUGH SALE YARDS. (21, 387, 144, 397)
advert-subheading: MASTERTON. (602, 1452, 653, 1462)
column-header: LANDS FOR SALE. (836, 38, 963, 52)
advert-crockery-sale (292, 228, 419, 403)
advert-subheading: AND CO., (610, 866, 645, 876)
advert-subheading: MASTERTON. (602, 131, 653, 141)
advert-subheading: LAND & ESTATE AGENTS, (579, 1151, 676, 1161)
advert-title: DAIRY COWS. (41, 495, 124, 539)
